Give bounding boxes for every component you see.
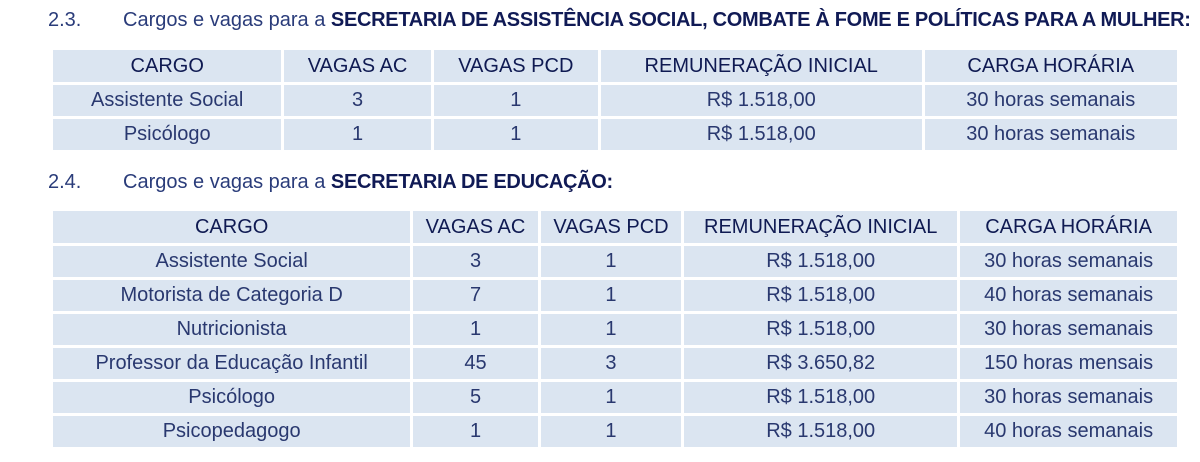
cell-remuneracao: R$ 1.518,00 <box>684 416 957 447</box>
vacancies-table-education <box>50 208 1180 450</box>
cell-vagas-ac: 3 <box>284 85 430 116</box>
col-header-cargo: CARGO <box>53 50 281 82</box>
section-2-4-heading <box>48 170 613 194</box>
cell-carga-horaria: 30 horas semanais <box>925 85 1178 116</box>
cell-vagas-pcd: 1 <box>541 280 682 311</box>
table-row <box>53 119 1177 150</box>
cell-cargo: Psicopedagogo <box>53 416 410 447</box>
table-row <box>53 314 1177 345</box>
cell-carga-horaria: 40 horas semanais <box>960 416 1177 447</box>
cell-remuneracao: R$ 1.518,00 <box>684 246 957 277</box>
cell-vagas-pcd: 1 <box>541 416 682 447</box>
cell-cargo: Psicólogo <box>53 119 281 150</box>
cell-cargo: Motorista de Categoria D <box>53 280 410 311</box>
cell-vagas-pcd: 1 <box>541 246 682 277</box>
cell-cargo: Nutricionista <box>53 314 410 345</box>
table-header-row <box>53 211 1177 243</box>
cell-remuneracao: R$ 1.518,00 <box>601 85 922 116</box>
table-row <box>53 348 1177 379</box>
section-number: 2.4. <box>48 171 82 193</box>
cell-cargo: Assistente Social <box>53 85 281 116</box>
col-header-remuneracao: REMUNERAÇÃO INICIAL <box>684 211 957 243</box>
vacancies-table-social-assistance <box>50 47 1180 153</box>
cell-remuneracao: R$ 1.518,00 <box>684 280 957 311</box>
cell-vagas-ac: 3 <box>413 246 537 277</box>
col-header-cargo: CARGO <box>53 211 410 243</box>
cell-vagas-pcd: 1 <box>541 314 682 345</box>
cell-vagas-ac: 7 <box>413 280 537 311</box>
cell-remuneracao: R$ 3.650,82 <box>684 348 957 379</box>
cell-vagas-ac: 1 <box>413 314 537 345</box>
cell-vagas-pcd: 1 <box>541 382 682 413</box>
col-header-carga-horaria: CARGA HORÁRIA <box>925 50 1178 82</box>
col-header-remuneracao: REMUNERAÇÃO INICIAL <box>601 50 922 82</box>
section-intro: Cargos e vagas para a <box>123 171 326 193</box>
table-header-row <box>53 50 1177 82</box>
section-title: SECRETARIA DE EDUCAÇÃO: <box>330 171 613 193</box>
section-intro: Cargos e vagas para a <box>123 9 326 31</box>
cell-remuneracao: R$ 1.518,00 <box>684 382 957 413</box>
section-2-3-heading <box>48 8 1191 32</box>
cell-remuneracao: R$ 1.518,00 <box>601 119 922 150</box>
cell-carga-horaria: 30 horas semanais <box>925 119 1178 150</box>
col-header-vagas-ac: VAGAS AC <box>284 50 430 82</box>
cell-vagas-ac: 5 <box>413 382 537 413</box>
cell-remuneracao: R$ 1.518,00 <box>684 314 957 345</box>
cell-carga-horaria: 40 horas semanais <box>960 280 1177 311</box>
cell-carga-horaria: 30 horas semanais <box>960 246 1177 277</box>
col-header-vagas-ac: VAGAS AC <box>413 211 537 243</box>
cell-carga-horaria: 30 horas semanais <box>960 314 1177 345</box>
cell-vagas-pcd: 1 <box>434 85 598 116</box>
col-header-vagas-pcd: VAGAS PCD <box>434 50 598 82</box>
cell-vagas-pcd: 1 <box>434 119 598 150</box>
cell-vagas-ac: 1 <box>284 119 430 150</box>
cell-carga-horaria: 150 horas mensais <box>960 348 1177 379</box>
col-header-vagas-pcd: VAGAS PCD <box>541 211 682 243</box>
table-row <box>53 382 1177 413</box>
table-row <box>53 246 1177 277</box>
table-row <box>53 85 1177 116</box>
col-header-carga-horaria: CARGA HORÁRIA <box>960 211 1177 243</box>
section-title: SECRETARIA DE ASSISTÊNCIA SOCIAL, COMBATE À FOME E POLÍTICAS PARA A MULHER: <box>330 9 1191 31</box>
cell-vagas-ac: 1 <box>413 416 537 447</box>
table-row <box>53 280 1177 311</box>
cell-cargo: Assistente Social <box>53 246 410 277</box>
cell-vagas-ac: 45 <box>413 348 537 379</box>
cell-carga-horaria: 30 horas semanais <box>960 382 1177 413</box>
cell-cargo: Professor da Educação Infantil <box>53 348 410 379</box>
table-row <box>53 416 1177 447</box>
cell-vagas-pcd: 3 <box>541 348 682 379</box>
section-number: 2.3. <box>48 9 82 31</box>
cell-cargo: Psicólogo <box>53 382 410 413</box>
